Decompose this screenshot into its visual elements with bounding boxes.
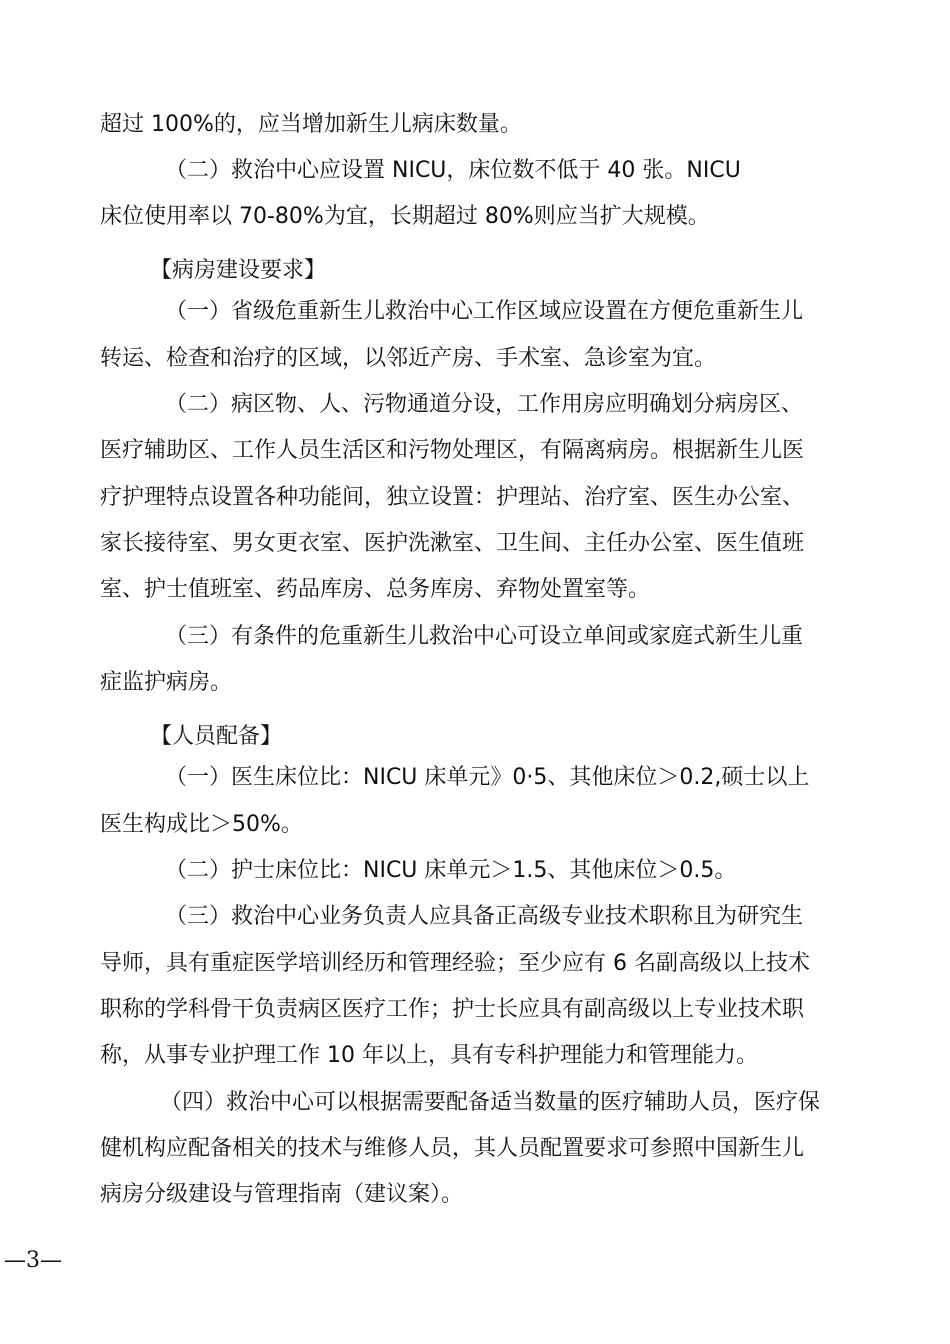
text-line: （二）救治中心应设置 NICU，床位数不低于 40 张。NICU [165,158,741,183]
text-line: 导师，具有重症医学培训经历和管理经验；至少应有 6 名副高级以上技术 [100,951,810,976]
text-line: 床位使用率以 70-80%为宜，长期超过 80%则应当扩大规模。 [100,204,710,229]
text-line: 职称的学科骨干负责病区医疗工作；护士长应具有副高级以上专业技术职 [100,997,805,1022]
text-line: 健机构应配备相关的技术与维修人员，其人员配置要求可参照中国新生儿 [100,1136,805,1161]
text-line: 症监护病房。 [100,670,233,695]
text-line: （二）病区物、人、污物通道分设，工作用房应明确划分病房区、 [165,392,804,417]
text-line: 疗护理特点设置各种功能间，独立设置：护理站、治疗室、医生办公室、 [100,485,805,510]
text-line: 称，从事专业护理工作 10 年以上，具有专科护理能力和管理能力。 [100,1043,758,1068]
text-line: 室、护士值班室、药品库房、总务库房、弃物处置室等。 [100,577,651,602]
text-line: 病房分级建设与管理指南（建议案）。 [100,1182,464,1207]
text-line: （三）有条件的危重新生儿救治中心可设立单间或家庭式新生儿重 [165,624,804,649]
section-heading: 【人员配备】 [150,724,283,749]
text-line: （四）救治中心可以根据需要配备适当数量的医疗辅助人员，医疗保 [160,1090,821,1115]
text-line: （三）救治中心业务负责人应具备正高级专业技术职称且为研究生 [165,904,804,929]
text-line: 转运、检查和治疗的区域，以邻近产房、手术室、急诊室为宜。 [100,346,717,371]
text-line: 医疗辅助区、工作人员生活区和污物处理区，有隔离病房。根据新生儿医 [100,438,805,463]
text-line: 医生构成比＞50%。 [100,812,303,837]
text-line: （一）省级危重新生儿救治中心工作区域应设置在方便危重新生儿 [165,299,804,324]
text-line: （二）护士床位比：NICU 床单元＞1.5、其他床位＞0.5。 [165,858,737,883]
section-heading: 【病房建设要求】 [150,258,327,283]
page-number: —3— [4,1248,62,1273]
text-line: 家长接待室、男女更衣室、医护洗漱室、卫生间、主任办公室、医生值班 [100,531,805,556]
text-line: 超过 100%的，应当增加新生儿病床数量。 [100,112,522,137]
text-line: （一）医生床位比：NICU 床单元》0·5、其他床位＞0.2,硕士以上 [165,765,810,790]
